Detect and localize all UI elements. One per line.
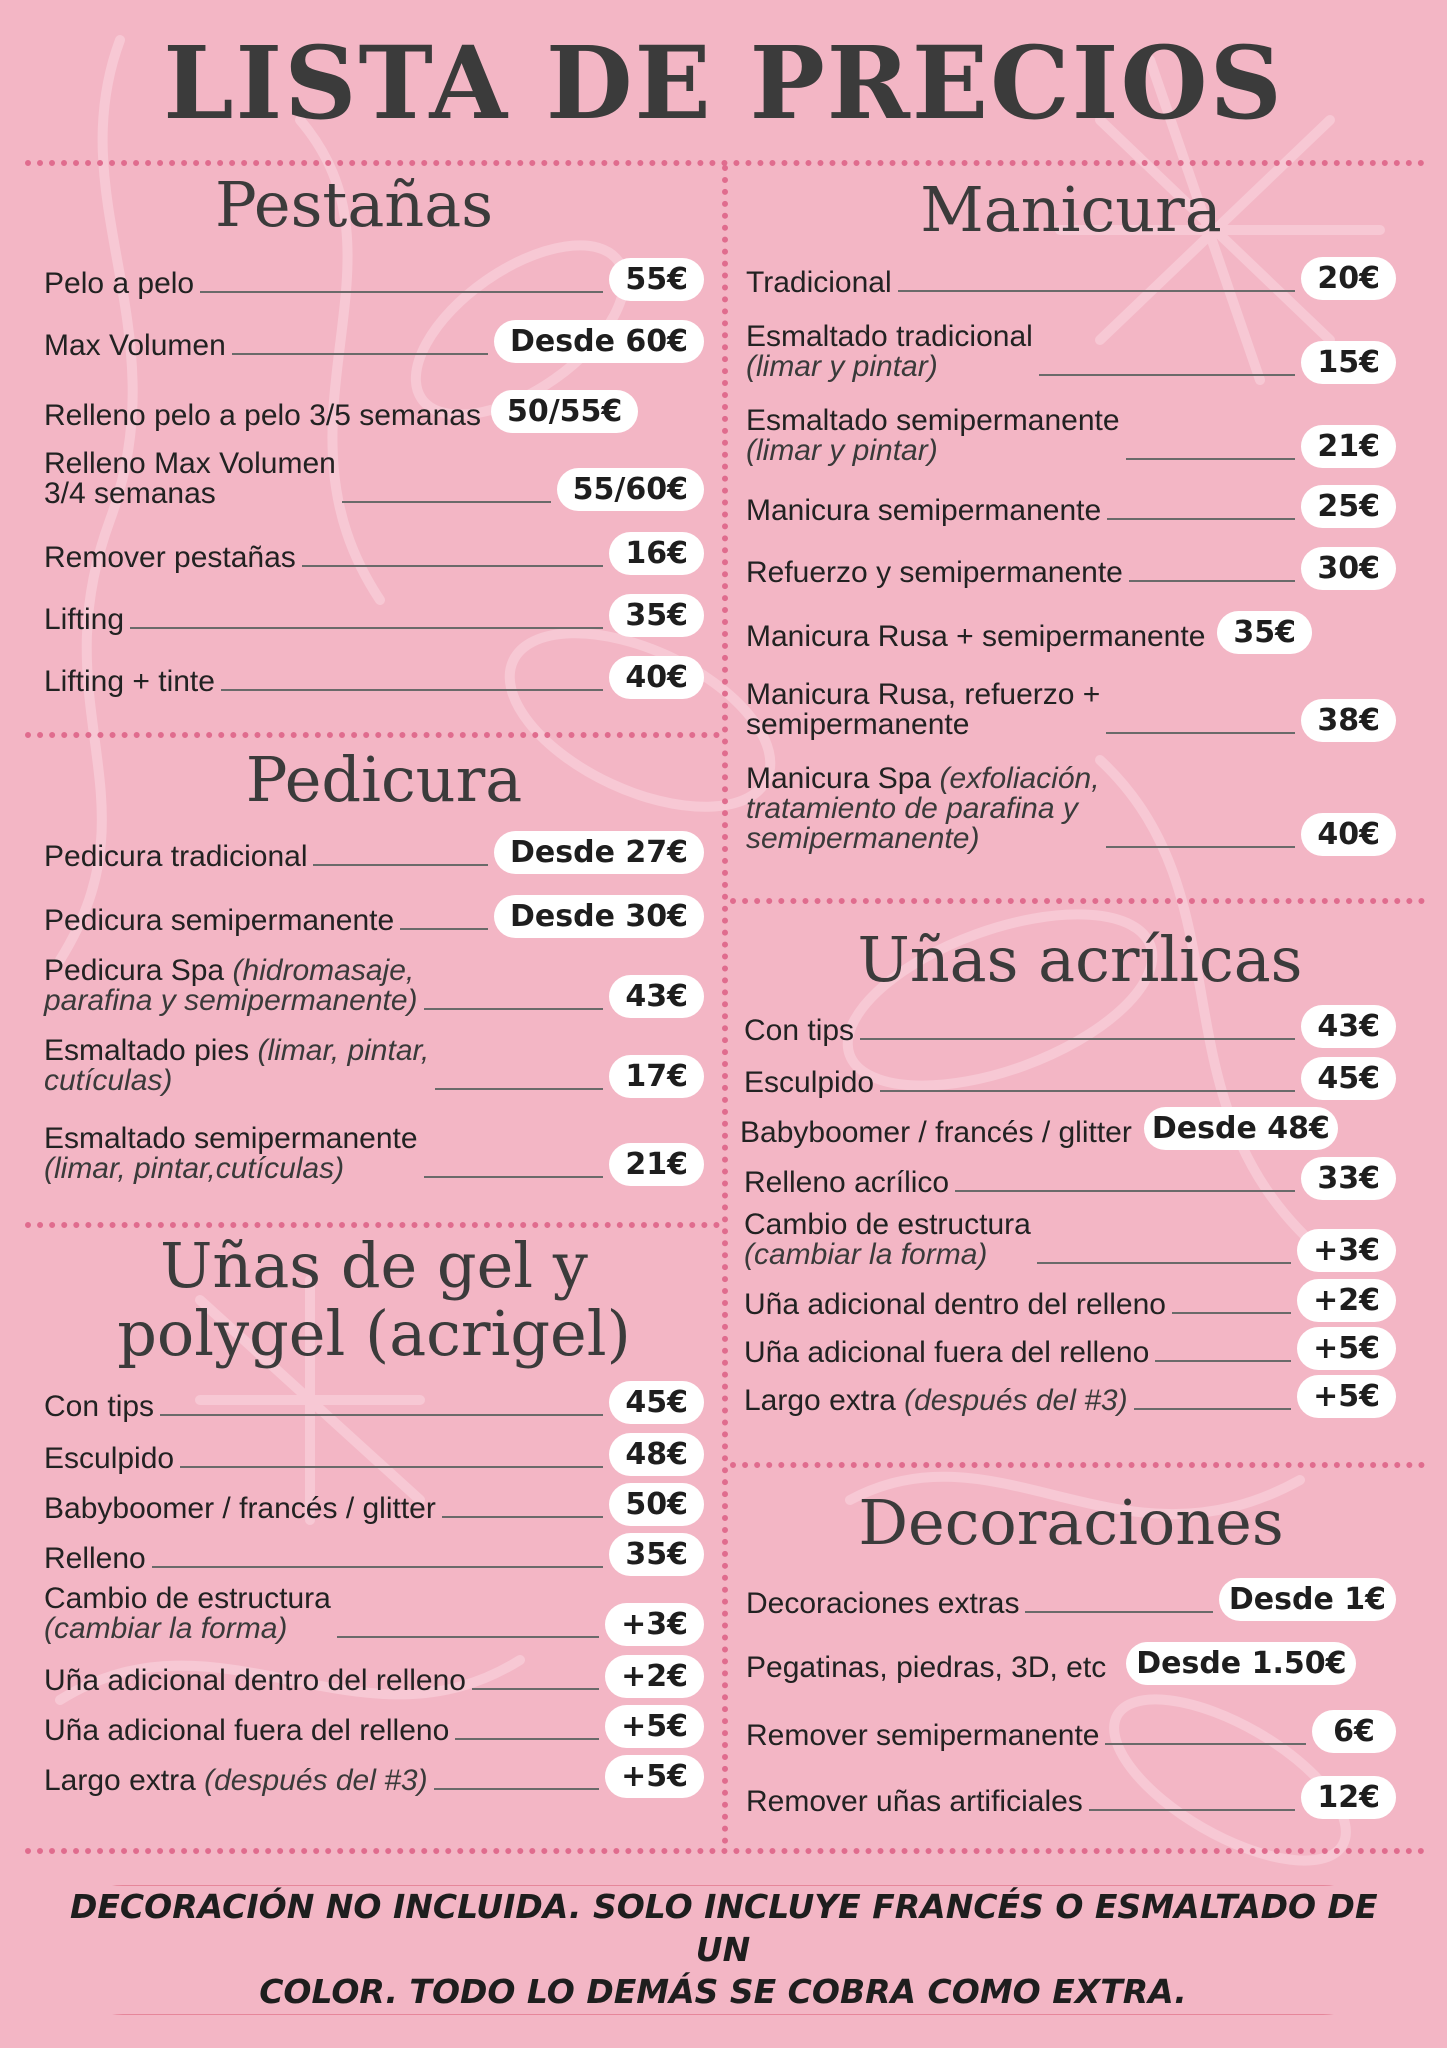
item-name: Relleno xyxy=(44,1542,146,1576)
list-item xyxy=(744,1002,1396,1046)
price-badge: 15€ xyxy=(1301,341,1396,385)
list-item xyxy=(746,1705,1396,1751)
section-title: Uñas de gel y polygel (acrigel) xyxy=(117,1229,631,1371)
item-name: Manicura Rusa + semipermanente xyxy=(746,620,1206,654)
item-name: Manicura Spa (exfoliación, tratamiento de parafina y semipermanente) xyxy=(746,762,1100,856)
price-badge: 21€ xyxy=(609,1143,704,1187)
price-badge: 43€ xyxy=(609,975,704,1019)
item-name: Esmaltado semipermanente (limar y pintar) xyxy=(746,404,1120,468)
list-item xyxy=(44,445,704,509)
list-item xyxy=(44,1750,704,1796)
item-name: Con tips xyxy=(44,1390,155,1424)
item-name: Pedicura tradicional xyxy=(44,840,308,874)
price-badge: 25€ xyxy=(1301,485,1396,529)
list-item xyxy=(44,1118,704,1184)
price-badge: 12€ xyxy=(1301,1776,1396,1820)
price-badge: 21€ xyxy=(1301,425,1396,469)
item-name: Remover semipermanente xyxy=(746,1719,1100,1753)
list-item xyxy=(44,824,704,872)
list-item xyxy=(44,519,704,573)
item-name: Esculpido xyxy=(44,1442,175,1476)
list-item xyxy=(744,1372,1396,1416)
price-badge: +5€ xyxy=(605,1755,704,1799)
list-item xyxy=(746,318,1396,382)
list-item xyxy=(746,762,1396,854)
item-name: Tradicional xyxy=(746,266,892,300)
price-badge: 50€ xyxy=(609,1483,704,1527)
list-item xyxy=(44,1700,704,1746)
price-badge: 48€ xyxy=(609,1433,704,1477)
item-name: Cambio de estructura (cambiar la forma) xyxy=(744,1208,1031,1272)
item-name: Largo extra (después del #3) xyxy=(744,1384,1128,1418)
item-name: Esmaltado tradicional (limar y pintar) xyxy=(746,320,1033,384)
price-badge: 35€ xyxy=(609,1533,704,1577)
section-pestanas xyxy=(44,170,704,697)
item-name: Relleno Max Volumen 3/4 semanas xyxy=(44,447,336,511)
price-badge: 50/55€ xyxy=(491,390,638,434)
section-title: Uñas acrílicas xyxy=(857,923,1303,996)
list-item xyxy=(740,1104,1414,1148)
price-badge: 16€ xyxy=(609,532,704,576)
list-item xyxy=(44,643,704,697)
item-name: Uña adicional dentro del relleno xyxy=(744,1288,1166,1322)
item-name: Uña adicional dentro del relleno xyxy=(44,1664,466,1698)
item-name: Uña adicional fuera del relleno xyxy=(744,1336,1150,1370)
item-name: Pegatinas, piedras, 3D, etc xyxy=(746,1651,1107,1685)
section-title: Pestañas xyxy=(214,168,494,241)
list-item xyxy=(44,1478,704,1524)
section-title: Manicura xyxy=(920,173,1222,246)
item-name: Relleno pelo a pelo 3/5 semanas xyxy=(44,399,481,433)
list-item xyxy=(744,1154,1396,1198)
list-item xyxy=(44,882,704,936)
price-badge: Desde 1€ xyxy=(1219,1578,1396,1622)
price-badge: +5€ xyxy=(605,1705,704,1749)
divider-right-2 xyxy=(730,1462,1425,1468)
divider-left-2 xyxy=(25,1222,720,1228)
item-name: Esmaltado pies (limar, pintar, cutículas) xyxy=(44,1034,430,1098)
price-badge: 35€ xyxy=(1217,611,1312,655)
list-item xyxy=(746,402,1396,466)
price-badge: 20€ xyxy=(1301,257,1396,301)
item-name: Decoraciones extras xyxy=(746,1587,1020,1621)
list-item xyxy=(746,1771,1396,1817)
item-name: Cambio de estructura (cambiar la forma) xyxy=(44,1582,331,1646)
divider-right-1 xyxy=(730,898,1425,904)
list-item xyxy=(44,249,704,299)
item-name: Babyboomer / francés / glitter xyxy=(740,1116,1132,1150)
price-badge: 6€ xyxy=(1312,1710,1396,1754)
item-name: Con tips xyxy=(744,1014,855,1048)
section-title: Pedicura xyxy=(245,743,523,816)
price-badge: 55€ xyxy=(609,258,704,302)
price-badge: +5€ xyxy=(1297,1327,1396,1371)
price-badge: +2€ xyxy=(605,1655,704,1699)
list-item xyxy=(44,1376,704,1422)
price-badge: 38€ xyxy=(1301,699,1396,743)
price-badge: 45€ xyxy=(609,1381,704,1425)
list-item xyxy=(44,950,704,1016)
price-badge: 33€ xyxy=(1301,1157,1396,1201)
price-badge: +5€ xyxy=(1297,1375,1396,1419)
divider-vertical xyxy=(722,165,728,1845)
list-item xyxy=(746,480,1396,526)
section-pedicura xyxy=(44,745,704,1184)
list-item xyxy=(746,676,1396,740)
price-badge: Desde 30€ xyxy=(494,895,704,939)
disclaimer-text: DECORACIÓN NO INCLUIDA. SOLO INCLUYE FRANCÉS O ESMALTADO DE UN COLOR. TODO LO DEMÁS SE COBRA COMO EXTRA. xyxy=(58,1886,1388,2015)
item-name: Esmaltado semipermanente (limar, pintar,cutículas) xyxy=(44,1122,418,1186)
price-badge: +3€ xyxy=(605,1603,704,1647)
list-item xyxy=(746,542,1396,588)
list-item xyxy=(744,1324,1396,1368)
item-name: Pedicura semipermanente xyxy=(44,904,395,938)
price-badge: Desde 60€ xyxy=(494,320,704,364)
price-badge: 35€ xyxy=(609,594,704,638)
list-item xyxy=(746,1637,1396,1683)
price-badge: 45€ xyxy=(1301,1057,1396,1101)
list-item xyxy=(44,1650,704,1696)
divider-left-1 xyxy=(25,732,720,738)
section-acrilicas xyxy=(740,923,1396,1418)
list-item xyxy=(746,254,1396,298)
item-name: Esculpido xyxy=(744,1066,875,1100)
price-badge: +3€ xyxy=(1297,1229,1396,1273)
list-item xyxy=(744,1276,1396,1320)
section-gel xyxy=(44,1229,704,1798)
item-name: Manicura semipermanente xyxy=(746,494,1102,528)
item-name: Lifting xyxy=(44,603,125,637)
section-decoraciones xyxy=(746,1488,1396,1817)
list-item xyxy=(44,581,704,635)
page-title: LISTA DE PRECIOS xyxy=(163,24,1284,142)
price-badge: 55/60€ xyxy=(557,468,704,512)
section-title: Decoraciones xyxy=(858,1486,1284,1559)
item-name: Pelo a pelo xyxy=(44,267,195,301)
section-manicura xyxy=(746,175,1396,854)
list-item xyxy=(744,1054,1396,1098)
list-item xyxy=(44,1528,704,1574)
price-badge: 30€ xyxy=(1301,547,1396,591)
item-name: Remover pestañas xyxy=(44,541,296,575)
item-name: Babyboomer / francés / glitter xyxy=(44,1492,436,1526)
item-name: Remover uñas artificiales xyxy=(746,1785,1083,1819)
divider-bottom xyxy=(25,1848,1425,1854)
item-name: Pedicura Spa (hidromasaje, parafina y semipermanente) xyxy=(44,954,418,1018)
list-item xyxy=(44,1030,704,1096)
list-item xyxy=(746,1573,1396,1619)
item-name: Lifting + tinte xyxy=(44,665,215,699)
price-badge: 43€ xyxy=(1301,1005,1396,1049)
list-item xyxy=(44,1428,704,1474)
price-badge: 17€ xyxy=(609,1055,704,1099)
price-badge: Desde 1.50€ xyxy=(1126,1642,1356,1686)
disclaimer-banner xyxy=(58,1885,1388,2015)
item-name: Uña adicional fuera del relleno xyxy=(44,1714,450,1748)
item-name: Max Volumen xyxy=(44,329,226,363)
item-name: Refuerzo y semipermanente xyxy=(746,556,1123,590)
price-badge: Desde 48€ xyxy=(1144,1107,1338,1151)
price-badge: +2€ xyxy=(1297,1279,1396,1323)
list-item xyxy=(744,1208,1396,1270)
price-badge: 40€ xyxy=(1301,813,1396,857)
item-name: Manicura Rusa, refuerzo + semipermanente xyxy=(746,678,1101,742)
item-name: Largo extra (después del #3) xyxy=(44,1764,428,1798)
price-badge: 40€ xyxy=(609,656,704,700)
item-name: Relleno acrílico xyxy=(744,1166,950,1200)
price-badge: Desde 27€ xyxy=(494,831,704,875)
list-item xyxy=(44,1582,704,1644)
list-item xyxy=(44,307,704,361)
list-item xyxy=(746,606,1396,652)
list-item xyxy=(44,377,704,431)
